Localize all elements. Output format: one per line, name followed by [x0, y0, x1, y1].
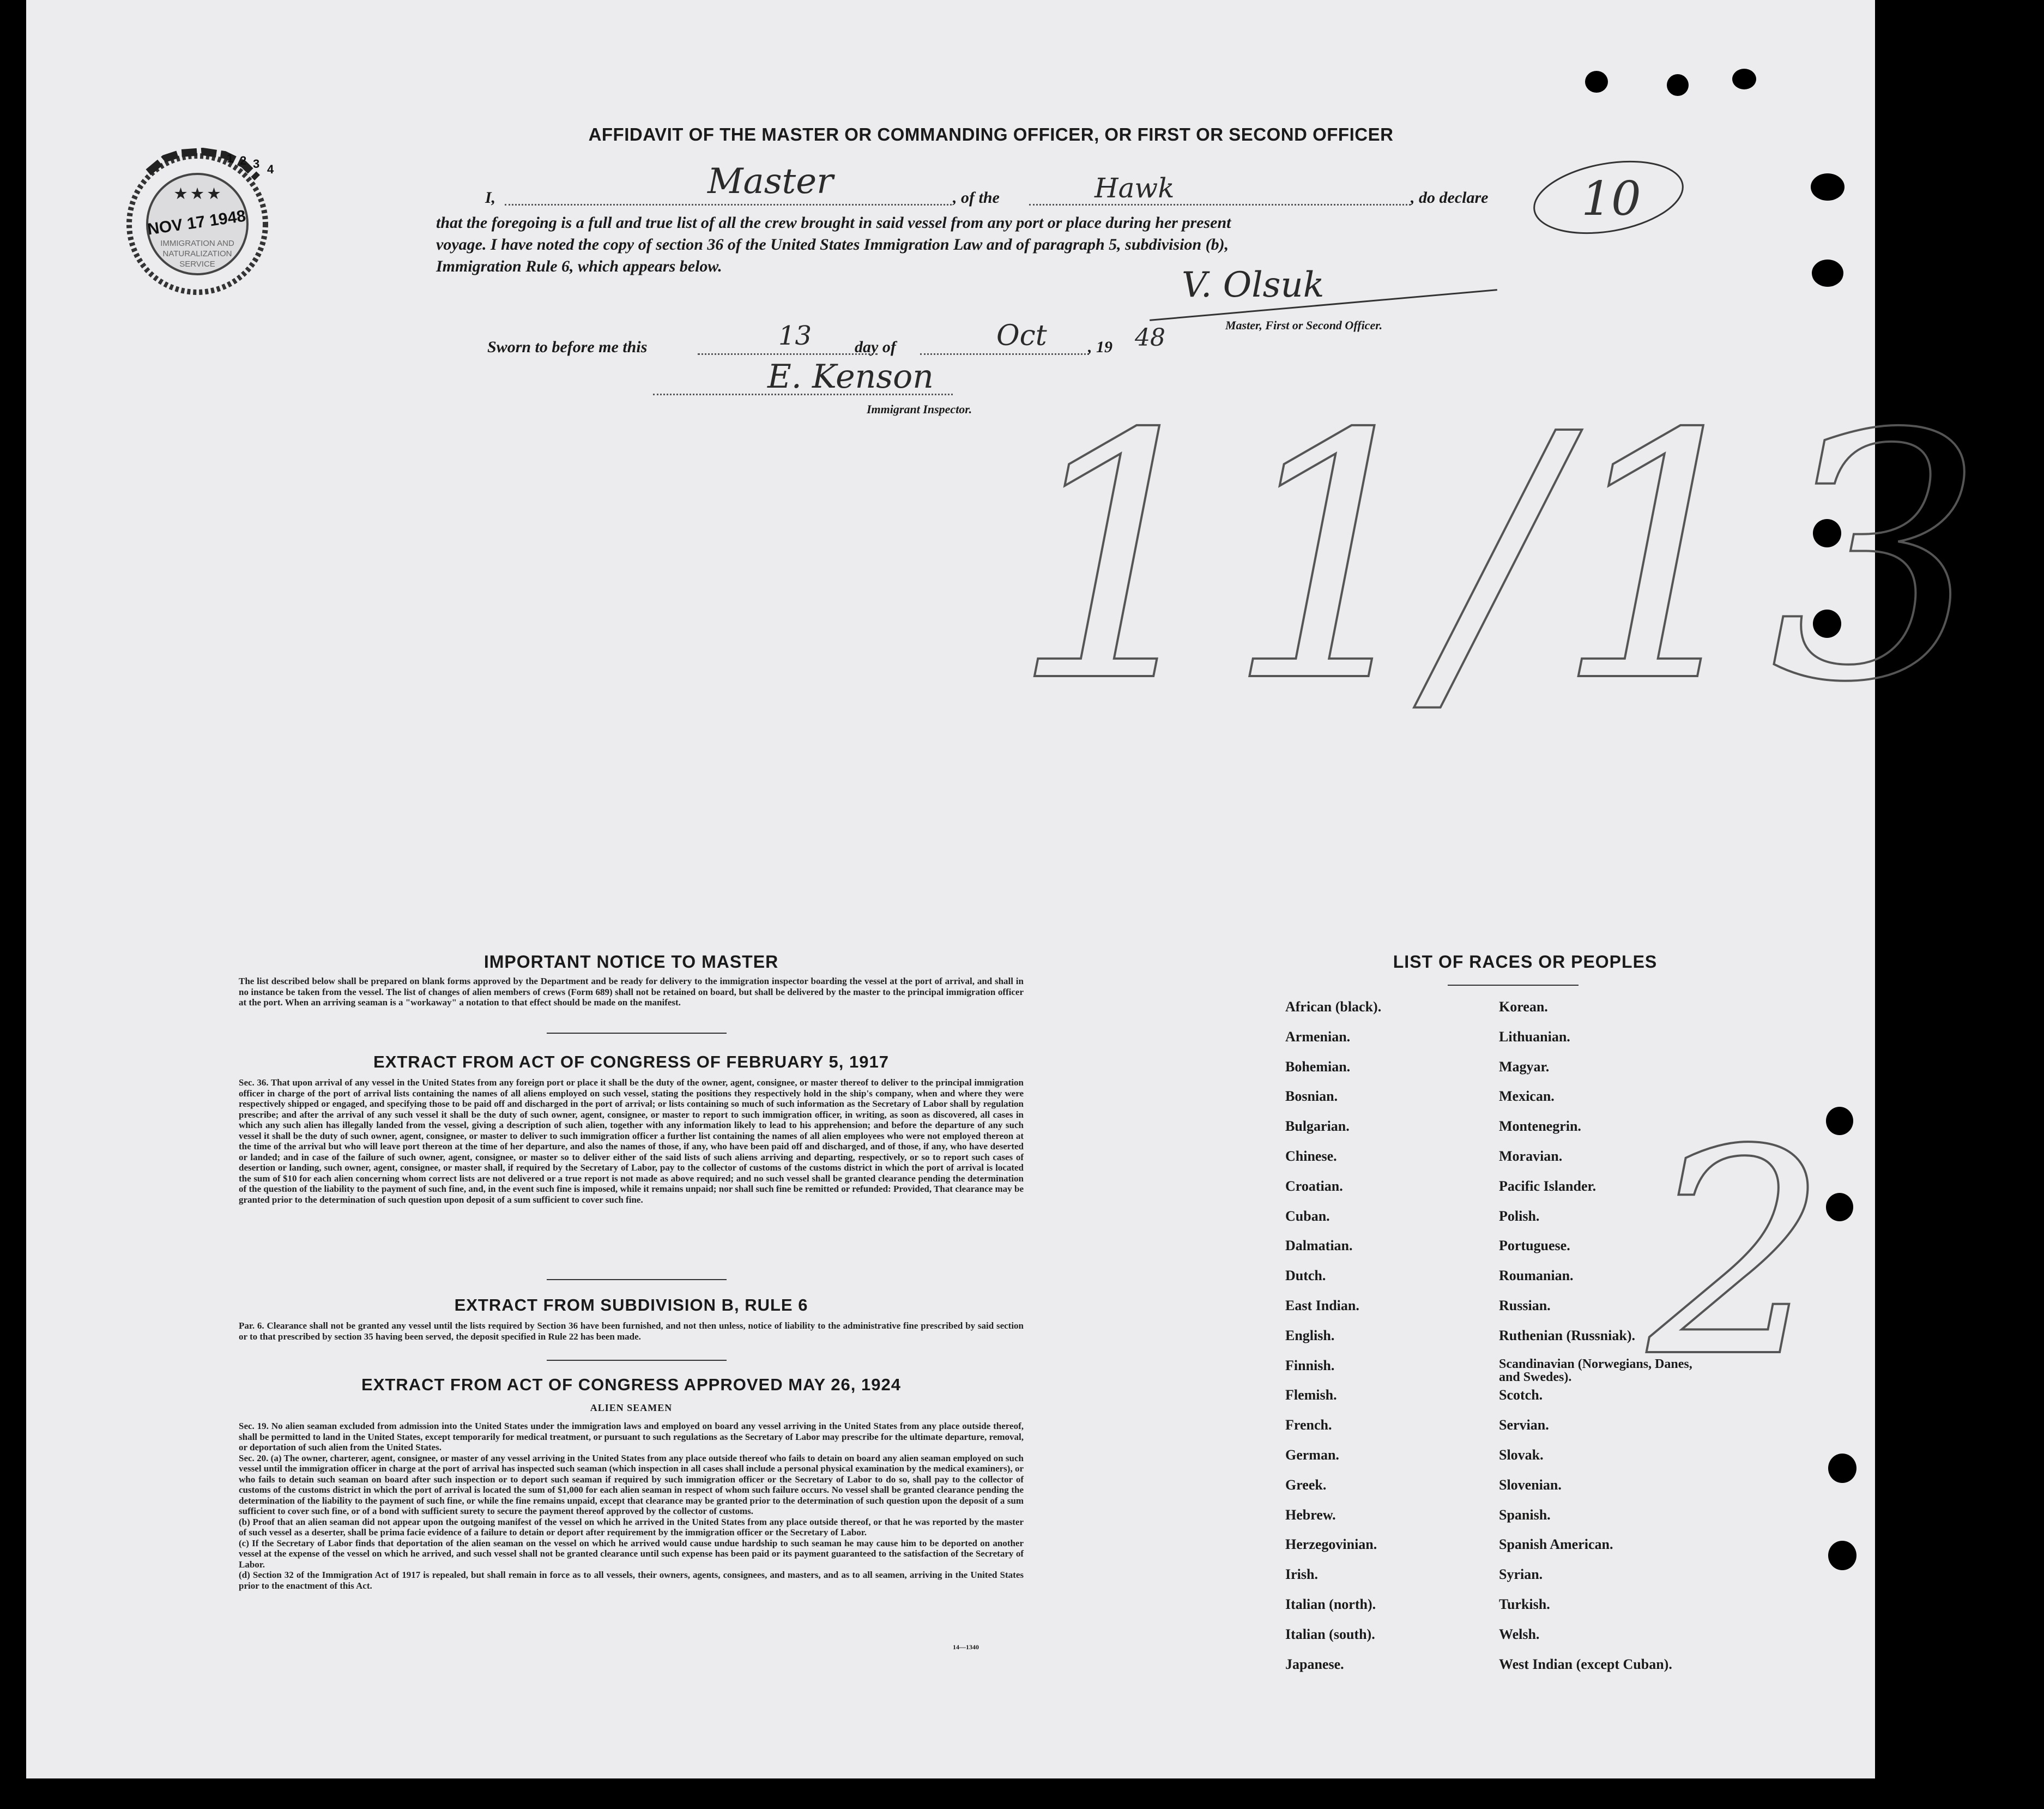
- race-item: Croatian.: [1285, 1178, 1343, 1194]
- pencil-number: [1607, 1089, 1868, 1419]
- declaration-line-2: that the foregoing is a full and true list of all the crew brought in said vessel from any port or place during her present: [436, 214, 1231, 232]
- vessel-blank: [1029, 204, 1411, 206]
- extract-1924-p2: Sec. 20. (a) The owner, charterer, agent, consignee, or master of any vessel arriving in the United States from any place outside thereof who fails to detain on board any alien seaman employed on such vessel until the immigration officer in charge at the port of arrival has inspected such seaman (which inspection in all cases shall include a personal physical examination by the medical examiners), or who fails to detain such seaman on board after such inspection or to deport such seaman if required by such immigration officer or the Secretary of Labor to do so, shall pay to the collector of customs of the customs district in which the port of arrival is located the sum of $1,000 for each alien seaman in respect of whom such failure occurs. No vessel shall be granted clearance pending the determination of the liability to the payment of such fine, or while the fine remains unpaid, except that clearance may be granted prior to the determination of such question upon the deposit of a sum sufficient to cover such fine, or of a bond with sufficient surety to secure the payment thereof approved by the collector of customs.: [239, 1452, 1024, 1516]
- pencil-number-text: 2: [1647, 1089, 1828, 1419]
- divider: [547, 1360, 727, 1361]
- handwritten-day: 13: [778, 321, 812, 351]
- race-item: Ruthenian (Russniak).: [1499, 1327, 1635, 1343]
- extract-1924-p1: Sec. 19. No alien seaman excluded from admission into the United States under the immigration laws and employed on board any vessel arriving in the United States from any place outside thereof, shall be permitted to land in the United States, except temporarily for medical treatment, or pursuant to such regulations as the Secretary of Labor may prescribe for the ultimate departure, removal, or deportation of such alien from the United States.: [239, 1421, 1024, 1452]
- race-item: Moravian.: [1499, 1148, 1563, 1164]
- inspector-label: Immigrant Inspector.: [867, 402, 972, 416]
- race-item: Montenegrin.: [1499, 1118, 1581, 1135]
- day-blank: [698, 353, 878, 355]
- race-item: Korean.: [1499, 999, 1548, 1015]
- notice-body: The list described below shall be prepared on blank forms approved by the Department and be ready for delivery to the immigration inspector boarding the vessel at the port of arrival, and shall in no instance be taken from the vessel. The list of changes of alien members of crews (Form 689) shall not be retained on board, but shall be delivered by the master to the principal immigration officer at the port. When an arriving seaman is a "workaway" a notation to that effect should be made on the manifest.: [239, 976, 1024, 1008]
- race-item: Russian.: [1499, 1298, 1551, 1313]
- handwritten-year: 48: [1135, 324, 1165, 352]
- svg-text:NATURALIZATION: NATURALIZATION: [162, 249, 232, 258]
- divider: [547, 1279, 727, 1280]
- stamp-digit: 1: [227, 152, 234, 165]
- extract-1924-subtitle: ALIEN SEAMEN: [590, 1402, 673, 1413]
- race-item: French.: [1285, 1417, 1332, 1433]
- race-item: Greek.: [1285, 1476, 1327, 1493]
- race-item: Dutch.: [1285, 1268, 1326, 1284]
- notice-title: IMPORTANT NOTICE TO MASTER: [483, 952, 779, 972]
- binder-hole: [1828, 1454, 1856, 1483]
- race-item: Scotch.: [1499, 1387, 1543, 1403]
- race-item: German.: [1285, 1447, 1339, 1463]
- race-item: Chinese.: [1285, 1148, 1337, 1164]
- race-item: Bulgarian.: [1285, 1118, 1350, 1135]
- race-item: Hebrew.: [1285, 1506, 1336, 1523]
- handwritten-vessel: Hawk: [1094, 172, 1175, 204]
- extract-rule6-body: Par. 6. Clearance shall not be granted any vessel until the lists required by Section 36 have been furnished, and not then unless, notice of liability to the administrative fine prescribed by said section or to that prescribed by section 35 having been served, the deposit specified in Rule 22 has been made.: [239, 1320, 1024, 1342]
- race-item: Bohemian.: [1285, 1058, 1351, 1075]
- affidavit-title: AFFIDAVIT OF THE MASTER OR COMMANDING OFFICER, OR FIRST OR SECOND OFFICER: [588, 124, 1394, 144]
- race-item: Scandinavian (Norwegians, Danes, and Swedes).: [1499, 1356, 1692, 1384]
- races-title: LIST OF RACES OR PEOPLES: [1393, 952, 1658, 972]
- race-item: Syrian.: [1499, 1566, 1543, 1583]
- race-item: Irish.: [1285, 1566, 1318, 1583]
- race-item: Japanese.: [1285, 1656, 1344, 1672]
- race-item: African (black).: [1285, 999, 1382, 1015]
- race-item: Mexican.: [1499, 1088, 1555, 1105]
- race-item: West Indian (except Cuban).: [1499, 1656, 1672, 1672]
- binder-hole: [1828, 1541, 1856, 1570]
- divider: [547, 1033, 727, 1034]
- binder-hole: [1732, 69, 1756, 89]
- race-item: Polish.: [1499, 1208, 1540, 1224]
- extract-1924-p5: (d) Section 32 of the Immigration Act of 1917 is repealed, but shall remain in force as to all vessels, their owners, agents, consignees, and masters, and as to all seamen, arriving in the United States prior to the enactment of this Act.: [239, 1570, 1024, 1591]
- race-item: Cuban.: [1285, 1208, 1330, 1224]
- extract-rule6-title: EXTRACT FROM SUBDIVISION B, RULE 6: [454, 1295, 808, 1314]
- race-item: Italian (north).: [1285, 1596, 1376, 1612]
- race-item: Italian (south).: [1285, 1626, 1375, 1642]
- stamp-date: NOV 17 1948: [146, 207, 247, 239]
- handwritten-month: Oct: [996, 319, 1047, 352]
- month-blank: [920, 353, 1089, 355]
- race-item: Spanish.: [1499, 1506, 1551, 1523]
- race-item: Roumanian.: [1499, 1268, 1574, 1284]
- binder-hole: [1811, 173, 1845, 201]
- extract-1924-title: EXTRACT FROM ACT OF CONGRESS APPROVED MAY 26, 1924: [361, 1375, 901, 1394]
- immigration-stamp: [94, 134, 301, 298]
- race-item: Flemish.: [1285, 1387, 1337, 1403]
- circled-number: 10: [1581, 172, 1641, 226]
- svg-text:IMMIGRATION AND: IMMIGRATION AND: [160, 239, 234, 248]
- declaration-line-4: Immigration Rule 6, which appears below.: [436, 257, 722, 275]
- race-item: Slovak.: [1499, 1447, 1544, 1463]
- race-item: Bosnian.: [1285, 1088, 1338, 1105]
- extract-1917-title: EXTRACT FROM ACT OF CONGRESS OF FEBRUARY 5, 1917: [373, 1052, 889, 1071]
- race-item: Lithuanian.: [1499, 1028, 1570, 1045]
- stamp-digit: 2: [240, 154, 247, 167]
- form-number: 14—1340: [953, 1643, 979, 1651]
- stamp-digit: 3: [253, 157, 260, 171]
- declaration-do-declare: , do declare: [1411, 189, 1489, 207]
- race-item: Pacific Islander.: [1499, 1178, 1597, 1194]
- day-of-label: day of: [855, 338, 896, 356]
- declaration-i: I,: [485, 189, 496, 207]
- stamp-digit: 4: [267, 162, 274, 176]
- binder-hole: [1667, 74, 1689, 96]
- svg-text:★ ★ ★: ★ ★ ★: [174, 185, 221, 202]
- race-item: Finnish.: [1285, 1357, 1335, 1373]
- binder-hole: [1585, 71, 1608, 93]
- document-page: [26, 0, 1985, 1778]
- race-item: English.: [1285, 1327, 1335, 1343]
- extract-1924-body: [239, 1421, 1024, 1591]
- race-item: Armenian.: [1285, 1028, 1351, 1045]
- race-item: East Indian.: [1285, 1298, 1359, 1313]
- extract-1924-p4: (c) If the Secretary of Labor finds that deportation of the alien seaman on the vessel on which he arrived would cause undue hardship to such seaman he may cause him to be deported on another vessel at the expense of the vessel on which he arrived, and such vessel shall not be granted clearance until such expense has been paid or its payment guaranteed to the satisfaction of the Secretary of Labor.: [239, 1537, 1024, 1570]
- extract-1924-p3: (b) Proof that an alien seaman did not appear upon the outgoing manifest of the vessel on which he arrived in the United States from any place outside thereof, or that he was reported by the master of such vessel as a deserter, shall be prima facie evidence of a failure to detain or deport after requirement by the immigration officer or the Secretary of Labor.: [239, 1516, 1024, 1537]
- race-item: Magyar.: [1499, 1058, 1550, 1075]
- race-item: Turkish.: [1499, 1596, 1550, 1612]
- race-item: Herzegovinian.: [1285, 1536, 1377, 1553]
- rank-blank: [505, 204, 952, 206]
- race-item: Welsh.: [1499, 1626, 1540, 1642]
- officer-label: Master, First or Second Officer.: [1225, 318, 1383, 332]
- race-item: Slovenian.: [1499, 1476, 1562, 1493]
- inspector-signature: E. Kenson: [767, 358, 934, 396]
- svg-text:SERVICE: SERVICE: [179, 260, 215, 269]
- race-item: Portuguese.: [1499, 1238, 1570, 1254]
- sworn-label: Sworn to before me this: [487, 338, 648, 356]
- divider: [1448, 985, 1579, 986]
- race-item: Servian.: [1499, 1417, 1549, 1433]
- race-item: Dalmatian.: [1285, 1238, 1353, 1254]
- race-item: Spanish American.: [1499, 1536, 1613, 1553]
- declaration-line-3: voyage. I have noted the copy of section 36 of the United States Immigration Law and of paragraph 5, subdivision (b),: [436, 236, 1229, 254]
- extract-1917-body: Sec. 36. That upon arrival of any vessel in the United States from any foreign port or place it shall be the duty of the owner, agent, consignee, or master thereof to deliver to the principal immigration officer in charge of the port of arrival lists containing the names of all aliens employed on such vessel, stating the positions they respectively hold in the ship's company, when and where they were respectively shipped or engaged, and specifying those to be paid off and discharged in the port of arrival; or lists containing so much of such information as the Secretary of Labor shall by regulation prescribe; and after the arrival of any such vessel it shall be the duty of such owner, agent, consignee, or master to report to such immigration officer, in writing, as soon as discovered, all cases in which any such alien has illegally landed from the vessel, giving a description of such alien, together with any information likely to lead to his apprehension; and before the departure of any such vessel it shall be the duty of such owner, agent, consignee, or master to deliver to such immigration officer a further list containing the names of all alien employees who were not employed thereon at the time of the arrival but who will leave port thereon at the time of her departure, and also the names of those, if any, who have been paid off and discharged, and of those, if any, who have deserted or landed; and in case of the failure of such owner, agent, consignee, or master so to deliver either of the said lists of such aliens arriving and departing, respectively, or so to report such cases of desertion or landing, such owner, agent, consignee, or master shall, if required by the Secretary of Labor, pay to the collector of customs of the customs district in which the port of arrival is located the sum of $10 for each alien concerning whom correct lists are not delivered or a true report is not made as above required; and no such vessel shall be granted clearance pending the determination of the question of the liability to the payment of such fine, and, in the event such fine is imposed, while it remains unpaid; nor shall such fine be remitted or refunded: Provided, That clearance may be granted prior to the determination of such question upon deposit of a sum sufficient to cover such fine.: [239, 1077, 1024, 1205]
- officer-signature: V. Olsuk: [1182, 265, 1325, 305]
- circled-annotation: [1529, 154, 1688, 241]
- declaration-of-the: , of the: [953, 189, 1000, 207]
- year-prefix: , 19: [1088, 338, 1112, 356]
- handwritten-rank: Master: [707, 161, 833, 202]
- pencil-marks-text: 11/13: [1011, 363, 1985, 756]
